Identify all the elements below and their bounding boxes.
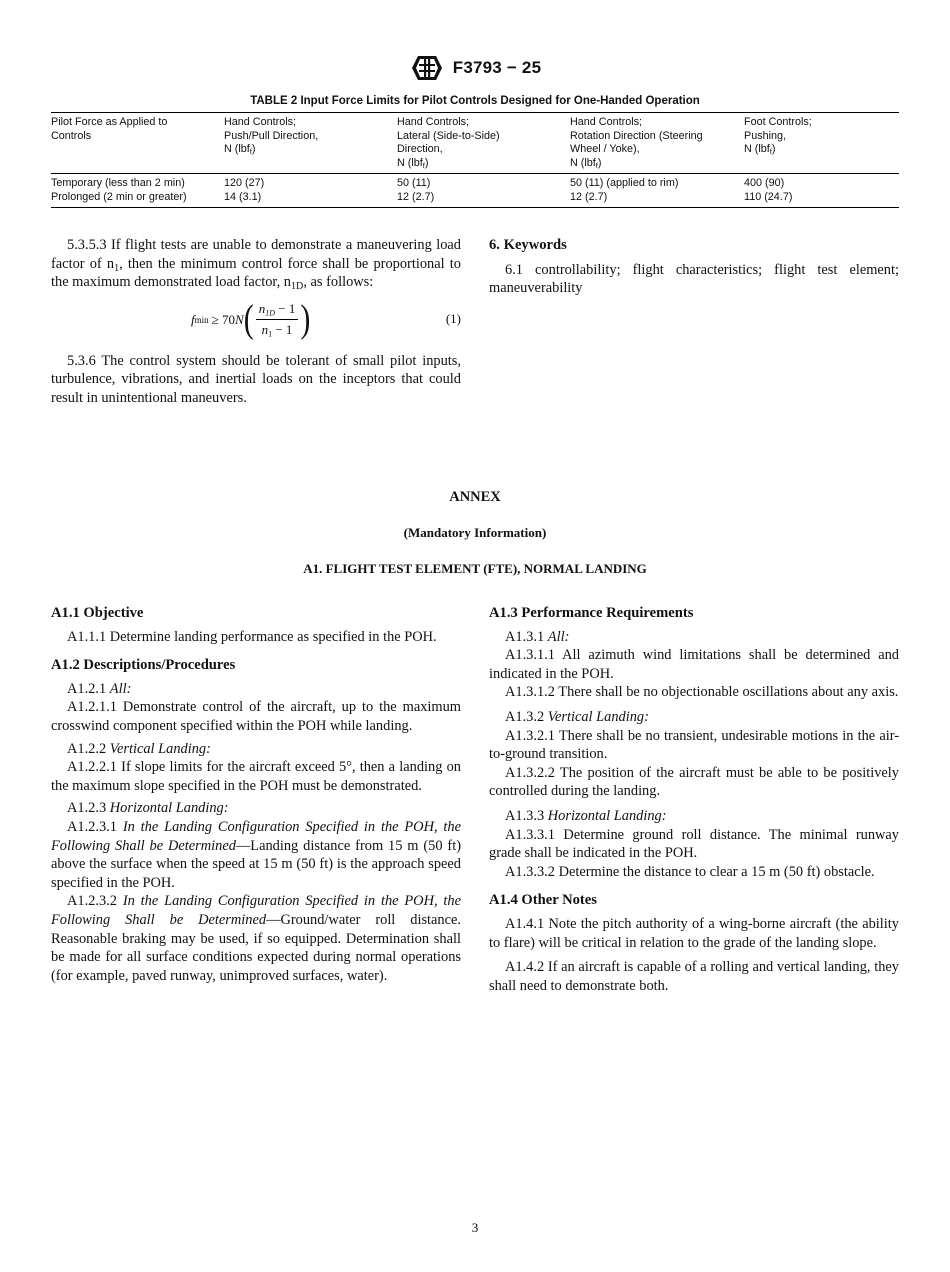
column-header-rotation: Hand Controls; Rotation Direction (Steering Wheel / Yoke), N (lbf$_f$) [570,113,744,174]
paragraph-a1-2-3-2: A1.2.3.2 In the Landing Configuration Specified in the POH, the Following Shall be Determined—Ground/water roll distance. Reasonable braking may be used, if so equipped. Determination shall be made for all surface conditions expected during normal operations (for example, paved runway, unimproved surfaces, water). [51,893,461,984]
column-header-pilot-force: Pilot Force as Applied to Controls [51,113,224,174]
annex-section-title: A1. FLIGHT TEST ELEMENT (FTE), NORMAL LANDING [303,561,647,576]
paragraph-a1-2-3: A1.2.3 Horizontal Landing: [67,800,229,817]
table-cell: 14 (3.1) [224,191,397,207]
heading-a1-1: A1.1 Objective [51,605,144,621]
table-cell: 120 (27) [224,177,265,190]
table-cell: Temporary (less than 2 min) [51,177,185,190]
heading-a1-3: A1.3 Performance Requirements [489,605,694,621]
table-cell: Prolonged (2 min or greater) [51,191,224,207]
table-row [51,191,899,207]
paragraph-a1-3-3: A1.3.3 Horizontal Landing: [505,807,667,824]
table-header-row [51,113,899,174]
astm-logo-icon [409,53,445,83]
paragraph-a1-2-2-1: A1.2.2.1 If slope limits for the aircraft exceed 5°, then a landing on the maximum slope specified in the POH must be demonstrated. [51,759,461,794]
page-header [0,52,950,84]
document-id: F3793 − 25 [452,58,542,77]
table-row [51,174,899,191]
right-column-annex [489,604,899,995]
paragraph-a1-2-3-1: A1.2.3.1 In the Landing Configuration Specified in the POH, the Following Shall be Determined—Landing distance from 15 m (50 ft) above the surface when the speed at 15 m (50 ft) is the approach speed specified in the POH. [51,818,461,891]
paragraph-a1-4-2: A1.4.2 If an aircraft is capable of a rolling and vertical landing, they shall need to demonstrate both. [489,959,899,994]
annex-title: ANNEX [449,489,501,505]
right-column-upper [489,236,899,298]
paragraph-5-3-6: 5.3.6 The control system should be tolerant of small pilot inputs, turbulence, vibrations, and inertial loads on the inceptors that could result in unintentional maneuvers. [51,352,461,406]
equation-number: (1) [445,310,461,326]
paragraph-a1-2-2: A1.2.2 Vertical Landing: [67,740,211,757]
paragraph-a1-2-1-1: A1.2.1.1 Demonstrate control of the aircraft, up to the maximum crosswind component specified within the POH while landing. [51,699,461,734]
page-number: 3 [471,1220,479,1235]
table-caption: TABLE 2 Input Force Limits for Pilot Controls Designed for One-Handed Operation [250,95,700,107]
table-cell: 400 (90) [744,177,785,190]
keywords-heading: 6. Keywords [489,237,567,253]
table-cell: 12 (2.7) [570,191,744,207]
force-limits-table [51,112,899,208]
equation-1: f min ≥ 70 N ( $\frac{n_{1D} - 1}{n_1 - 1}$ ) (1) [191,297,461,341]
table-cell: 12 (2.7) [397,191,570,207]
paragraph-a1-3-3-2: A1.3.3.2 Determine the distance to clear a 15 m (50 ft) obstacle. [505,863,875,880]
paragraph-6-1: 6.1 controllability; flight characteristics; flight test element; maneuverability [489,261,899,297]
paragraph-5-3-5-3: 5.3.5.3 If flight tests are unable to demonstrate a maneuvering load factor of $n_1$, then the minimum control force shall be proportional to the maximum demonstrated load factor, $n_{1D}$, as follows: [51,237,461,293]
table-cell: 110 (24.7) [744,191,899,207]
heading-a1-2: A1.2 Descriptions/Procedures [51,657,236,674]
paragraph-a1-4-1: A1.4.1 Note the pitch authority of a wing-borne aircraft (the ability to flare) will be critical in relation to the grade of the landing slope. [489,915,899,951]
paragraph-a1-3-3-1: A1.3.3.1 Determine ground roll distance. The minimal runway grade shall be indicated in the POH. [489,826,899,862]
paragraph-a1-3-2-2: A1.3.2.2 The position of the aircraft must be able to be positively controlled during the landing. [489,764,899,800]
column-header-push-pull: Hand Controls; Push/Pull Direction, N (lbf$_f$) [224,113,397,174]
left-column-upper [51,236,461,408]
paragraph-a1-3-2-1: A1.3.2.1 There shall be no transient, undesirable motions in the air-to-ground transition. [489,727,899,763]
annex-subtitle: (Mandatory Information) [403,525,547,540]
column-header-foot-controls: Foot Controls; Pushing, N (lbf$_f$) [744,113,899,174]
paragraph-a1-3-2: A1.3.2 Vertical Landing: [505,708,649,725]
heading-a1-4: A1.4 Other Notes [489,892,597,909]
table-cell: 50 (11) (applied to rim) [570,177,679,190]
paragraph-a1-3-1: A1.3.1 All: [505,628,570,645]
column-header-lateral: Hand Controls; Lateral (Side-to-Side) Direction, N (lbf$_f$) [397,113,570,174]
paragraph-a1-3-1-2: A1.3.1.2 There shall be no objectionable oscillations about any axis. [505,684,899,701]
table-cell: 50 (11) [397,177,431,190]
paragraph-a1-1-1: A1.1.1 Determine landing performance as specified in the POH. [67,628,437,645]
paragraph-a1-2-1: A1.2.1 All: [67,680,132,697]
paragraph-a1-3-1-1: A1.3.1.1 All azimuth wind limitations shall be determined and indicated in the POH. [489,647,899,682]
left-column-annex [51,604,461,985]
